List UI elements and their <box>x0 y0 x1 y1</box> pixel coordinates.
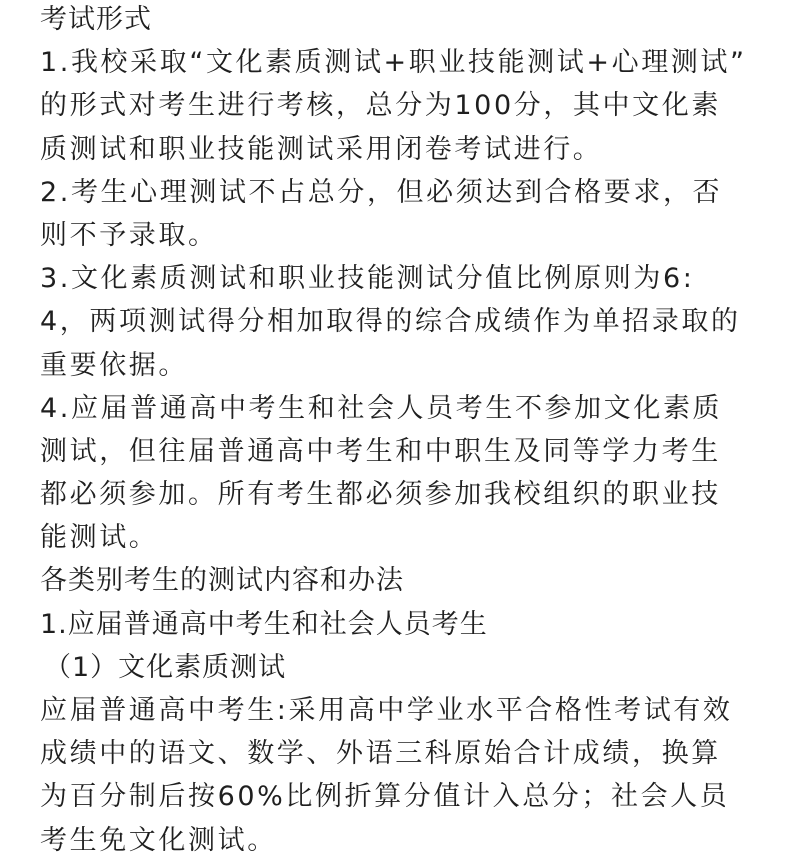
item-4-line-1: 4.应届普通高中考生和社会人员考生不参加文化素质 <box>40 392 723 424</box>
document-body <box>40 0 768 862</box>
subsection-title-graduates: 1.应届普通高中考生和社会人员考生 <box>40 608 488 640</box>
item-1-line-1: 1.我校采取“文化素质测试+职业技能测试+心理测试” <box>40 47 747 79</box>
item-4-line-2: 测试，但往届普通高中考生和中职生及同等学力考生 <box>40 435 721 467</box>
section-title-test-content: 各类别考生的测试内容和办法 <box>40 565 404 597</box>
item-4-line-3: 都必须参加。所有考生都必须参加我校组织的职业技 <box>40 479 721 511</box>
item-2-line-1: 2.考生心理测试不占总分，但必须达到合格要求，否 <box>40 176 723 208</box>
paragraph-line-3: 为百分制后按60%比例折算分值计入总分；社会人员 <box>40 781 730 813</box>
item-2-line-2: 则不予录取。 <box>40 219 218 251</box>
paragraph-line-1: 应届普通高中考生:采用高中学业水平合格性考试有效 <box>40 695 733 726</box>
subsection-title-cultural-test: （1）文化素质测试 <box>44 651 287 683</box>
item-1-line-3: 质测试和职业技能测试采用闭卷考试进行。 <box>40 133 603 165</box>
item-4-line-4: 能测试。 <box>40 522 159 554</box>
item-3-line-3: 重要依据。 <box>40 349 188 381</box>
paragraph-line-4: 考生免文化测试。 <box>40 824 277 856</box>
section-title-exam-format: 考试形式 <box>40 4 152 35</box>
item-3-line-1: 3.文化素质测试和职业技能测试分值比例原则为6: <box>40 263 695 295</box>
item-3-line-2: 4，两项测试得分相加取得的综合成绩作为单招录取的 <box>40 306 741 338</box>
paragraph-line-2: 成绩中的语文、数学、外语三科原始合计成绩，换算 <box>40 738 721 770</box>
item-1-line-2: 的形式对考生进行考核，总分为100分，其中文化素 <box>40 90 721 122</box>
